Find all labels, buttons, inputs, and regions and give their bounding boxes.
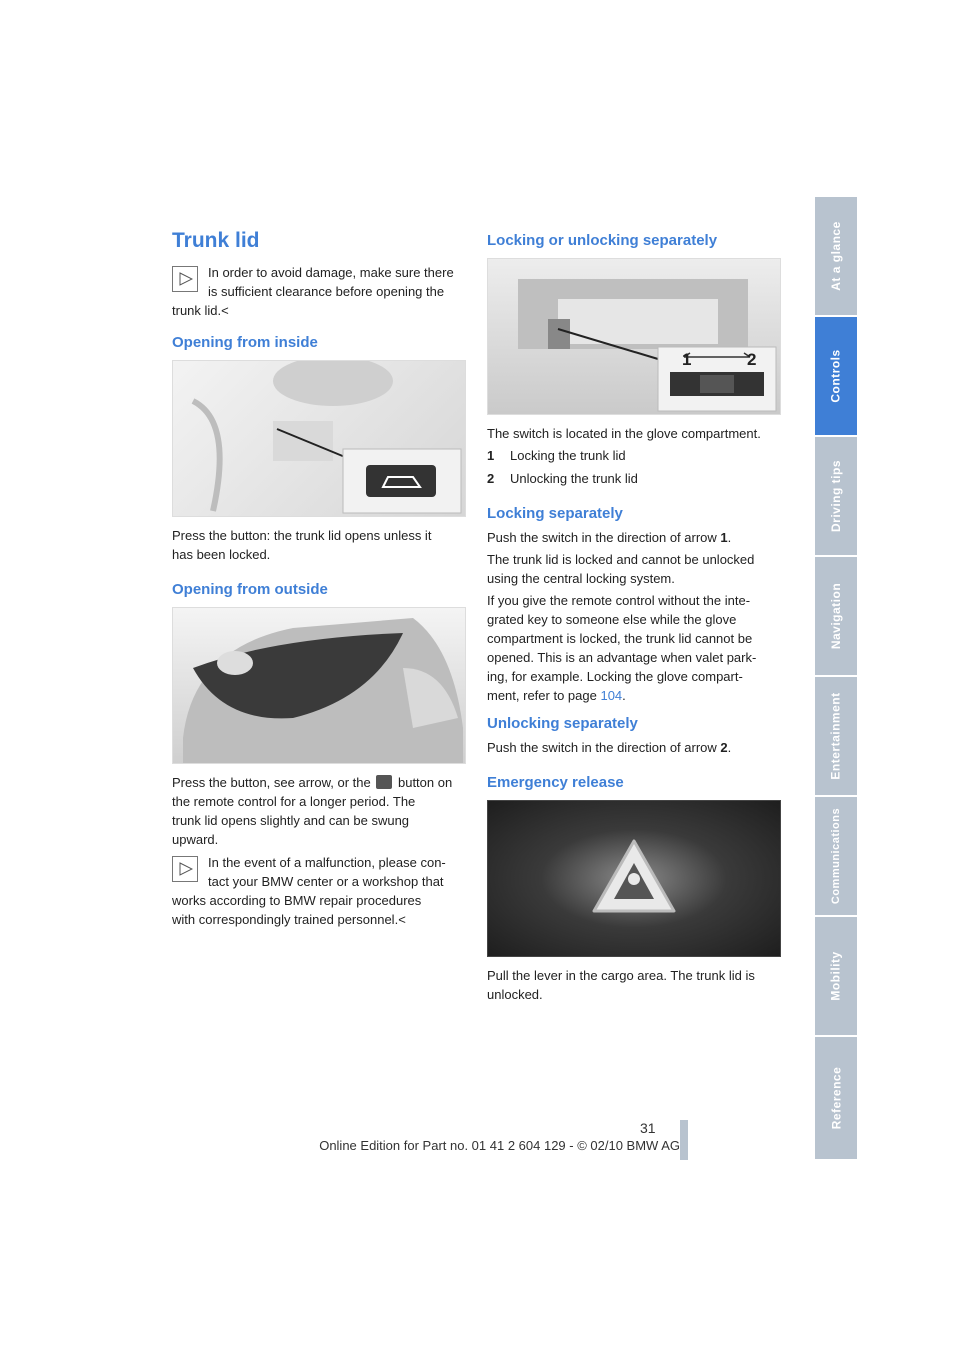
malfunction-line1: In the event of a malfunction, please con- (208, 855, 446, 870)
tab-controls[interactable]: Controls (815, 317, 857, 435)
unlocking-t1c: . (727, 740, 732, 755)
footer-text: Online Edition for Part no. 01 41 2 604 129 - © 02/10 BMW AG (319, 1138, 680, 1153)
unlocking-arrow-num: 2 (720, 740, 728, 755)
page-number: 31 (640, 1120, 656, 1136)
list-item-text: Unlocking the trunk lid (510, 471, 638, 486)
locking-arrow-num: 1 (720, 530, 728, 545)
outside-text1 (172, 773, 452, 792)
page-link[interactable]: 104 (600, 688, 623, 703)
locking-t1a: Push the switch in the direction of arrow (487, 530, 717, 545)
end-mark: < (221, 303, 229, 318)
emergency-text1: Pull the lever in the cargo area. The trunk lid is (487, 968, 755, 983)
malfunction-line2: tact your BMW center or a workshop that (208, 874, 444, 889)
outside-text1a: Press the button, see arrow, or the (172, 775, 371, 790)
intro-note-line2: is sufficient clearance before opening the (208, 284, 445, 299)
list-number: 1 (487, 448, 495, 463)
outside-text2: the remote control for a longer period. The (172, 794, 416, 809)
locking-t9c: . (622, 688, 626, 703)
list-item-text: Locking the trunk lid (510, 448, 626, 463)
malfunction-line4-text: with correspondingly trained personnel. (172, 912, 399, 927)
locking-text3: using the central locking system. (487, 571, 675, 586)
inside-text1: Press the button: the trunk lid opens unless it (172, 528, 432, 543)
locking-text9 (487, 686, 626, 705)
locking-t9a: ment, refer to page (487, 688, 597, 703)
glovebox-image (487, 258, 781, 415)
separate-location: The switch is located in the glove compartment. (487, 426, 761, 441)
note-triangle-icon (172, 266, 198, 292)
tab-reference[interactable]: Reference (815, 1037, 857, 1159)
unlocking-text1 (487, 738, 731, 757)
outside-text3: trunk lid opens slightly and can be swung (172, 813, 410, 828)
list-item (487, 469, 494, 488)
emergency-lever-image (487, 800, 781, 957)
page-marker-bar (680, 1120, 688, 1160)
tab-entertainment[interactable]: Entertainment (815, 677, 857, 795)
malfunction-line3: works according to BMW repair procedures (172, 893, 422, 908)
locking-text4: If you give the remote control without the inte- (487, 593, 751, 608)
locking-text1 (487, 528, 731, 547)
locking-heading: Locking separately (487, 505, 623, 522)
trunk-remote-icon (376, 775, 392, 789)
intro-note-line1: In order to avoid damage, make sure there (208, 265, 454, 280)
emergency-text2: unlocked. (487, 987, 543, 1002)
locking-text8: ing, for example. Locking the glove compart- (487, 669, 743, 684)
locking-t1c: . (727, 530, 732, 545)
inside-text2: has been locked. (172, 547, 271, 562)
tab-driving-tips[interactable]: Driving tips (815, 437, 857, 555)
malfunction-line4 (172, 910, 406, 929)
emergency-heading: Emergency release (487, 774, 624, 791)
end-mark: < (398, 912, 406, 927)
intro-note-text: trunk lid. (172, 303, 222, 318)
callout-1: 1 (682, 350, 692, 369)
inside-heading: Opening from inside (172, 334, 318, 351)
list-item (487, 446, 494, 465)
tab-at-a-glance[interactable]: At a glance (815, 197, 857, 315)
locking-text7: opened. This is an advantage when valet park- (487, 650, 757, 665)
note-triangle-icon (172, 856, 198, 882)
interior-image (172, 360, 466, 517)
outside-text1b: button on (397, 775, 453, 790)
locking-text2: The trunk lid is locked and cannot be unlocked (487, 552, 755, 567)
tab-communications[interactable]: Communications (815, 797, 857, 915)
locking-text5: grated key to someone else while the glove (487, 612, 737, 627)
callout-2: 2 (747, 350, 757, 369)
tab-mobility[interactable]: Mobility (815, 917, 857, 1035)
locking-text6: compartment is locked, the trunk lid cannot be (487, 631, 753, 646)
unlocking-t1a: Push the switch in the direction of arrow (487, 740, 717, 755)
page-title: Trunk lid (172, 229, 260, 252)
trunk-image (172, 607, 466, 764)
list-number: 2 (487, 471, 495, 486)
unlocking-heading: Unlocking separately (487, 715, 638, 732)
intro-note-line3 (172, 301, 229, 320)
outside-heading: Opening from outside (172, 581, 328, 598)
tab-navigation[interactable]: Navigation (815, 557, 857, 675)
outside-text4: upward. (172, 832, 219, 847)
separate-heading: Locking or unlocking separately (487, 232, 718, 249)
